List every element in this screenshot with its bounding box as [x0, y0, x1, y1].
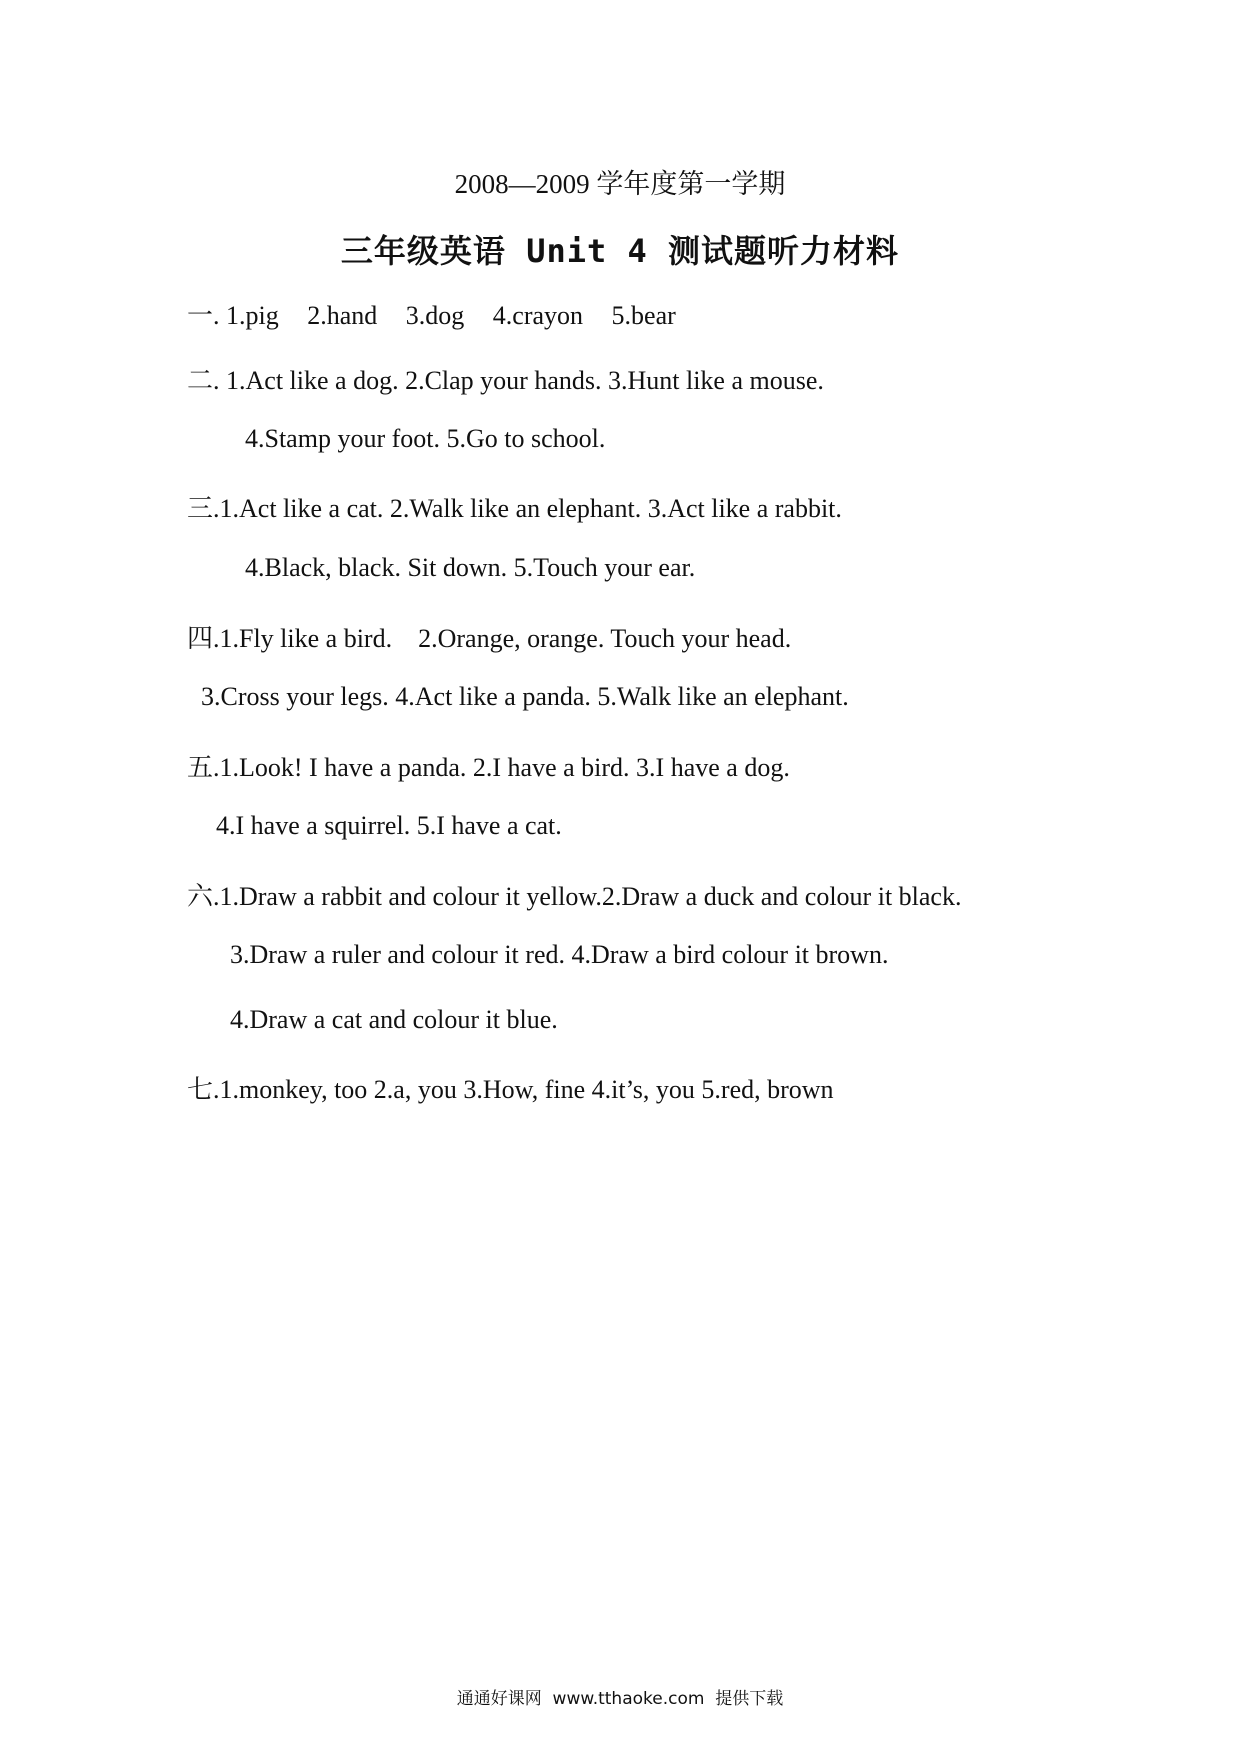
section-5-line-1: 五.1.Look! I have a panda. 2.I have a bird. 3.I have a dog.: [187, 753, 790, 782]
section-7-line-1: 七.1.monkey, too 2.a, you 3.How, fine 4.it’s, you 5.red, brown: [187, 1075, 834, 1104]
section-1-item: 3.dog: [405, 301, 465, 330]
footer-credit: 通通好课网 www.tthaoke.com 提供下载: [456, 1689, 784, 1709]
section-3-line-1: 三.1.Act like a cat. 2.Walk like an elephant. 3.Act like a rabbit.: [187, 494, 842, 523]
section-1-line: [187, 295, 676, 332]
document-title: 三年级英语 Unit 4 测试题听力材料: [340, 232, 900, 270]
section-2-line-2: 4.Stamp your foot. 5.Go to school.: [245, 424, 606, 453]
section-1-item: 5.bear: [611, 301, 676, 330]
section-4-line-1: 四.1.Fly like a bird. 2.Orange, orange. Touch your head.: [187, 624, 792, 653]
section-1-item: 2.hand: [307, 301, 378, 330]
section-4-line-2: 3.Cross your legs. 4.Act like a panda. 5.Walk like an elephant.: [201, 682, 849, 711]
section-1-item: 4.crayon: [492, 301, 584, 330]
section-6-line-2: 3.Draw a ruler and colour it red. 4.Draw a bird colour it brown.: [230, 940, 889, 969]
section-6-line-3: 4.Draw a cat and colour it blue.: [230, 1005, 558, 1034]
section-6-line-1: 六.1.Draw a rabbit and colour it yellow.2.Draw a duck and colour it black.: [187, 882, 962, 911]
section-3-line-2: 4.Black, black. Sit down. 5.Touch your ear.: [245, 553, 696, 582]
section-1-marker: 一.: [187, 301, 220, 330]
section-1-item: 1.pig: [226, 301, 279, 330]
section-5-line-2: 4.I have a squirrel. 5.I have a cat.: [216, 811, 562, 840]
document-subtitle: 2008—2009 学年度第一学期: [454, 169, 786, 199]
section-2-line-1: 二. 1.Act like a dog. 2.Clap your hands. 3.Hunt like a mouse.: [187, 366, 824, 395]
